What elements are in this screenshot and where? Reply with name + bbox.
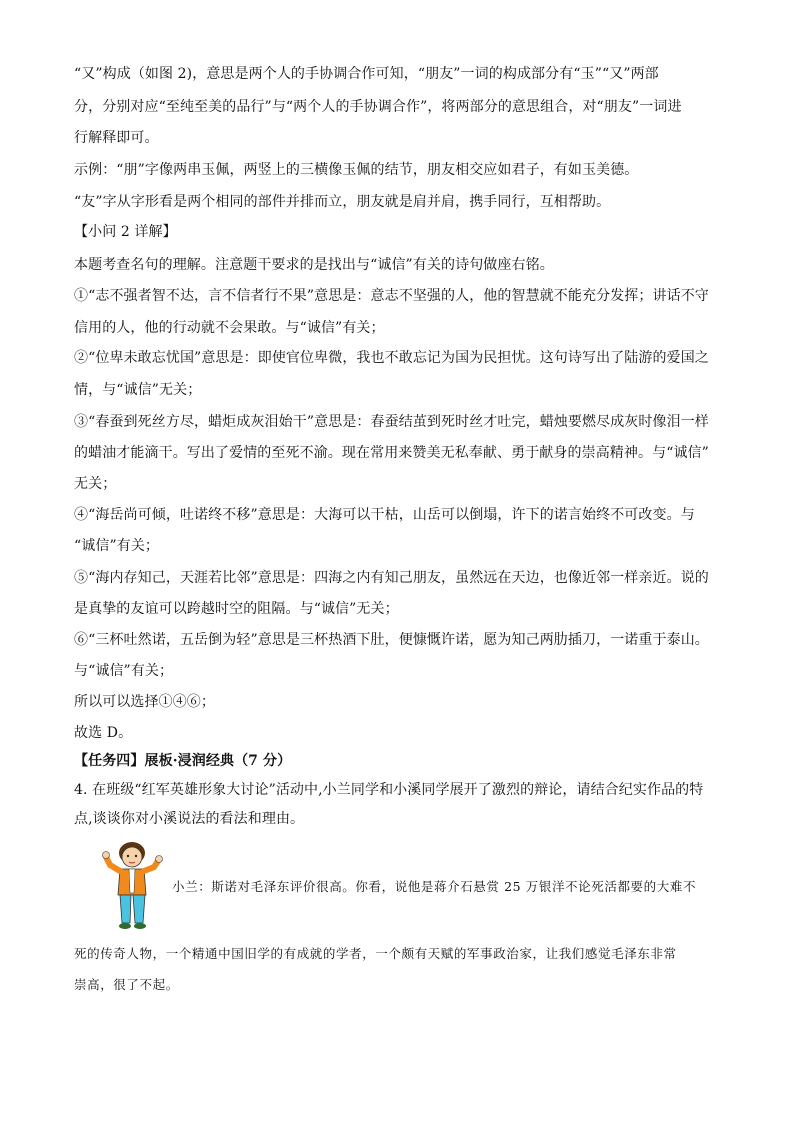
text-line: 行解释即可。: [74, 130, 159, 146]
text-line: “友”字从字形看是两个相同的部件并排而立，朋友就是肩并肩，携手同行，互相帮助。: [74, 194, 611, 210]
sub-question-heading: 【小问 2 详解】: [74, 224, 177, 240]
text-line: “诚信”有关；: [74, 538, 160, 554]
text-line: “又”构成（如图 2)，意思是两个人的手协调合作可知，“朋友”一词的构成部分有“玉”“又”两部: [74, 66, 659, 82]
text-line: ⑤“海内存知己，天涯若比邻”意思是：四海之内有知己朋友，虽然远在天边，也像近邻一样亲近。说的: [74, 570, 709, 586]
text-line: 无关；: [74, 476, 117, 492]
text-line: 情，与“诚信”无关；: [74, 382, 202, 398]
text-line: 本题考查名句的理解。注意题干要求的是找出与“诚信”有关的诗句做座右铭。: [74, 257, 554, 273]
task-heading: 【任务四】展板·浸润经典（7 分）: [74, 753, 292, 769]
text-line: ①“志不强者智不达，言不信者行不果”意思是：意志不坚强的人，他的智慧就不能充分发挥；讲话不守: [74, 288, 709, 304]
text-line: 分，分别对应“至纯至美的品行”与“两个人的手协调合作”，将两部分的意思组合，对“朋友”一词进: [74, 99, 682, 115]
text-line: ②“位卑未敢忘忧国”意思是：即使官位卑微，我也不敢忘记为国为民担忧。这句诗写出了陆游的爱国之: [74, 350, 709, 366]
text-line: 的蜡油才能滴干。写出了爱情的至死不渝。现在常用来赞美无私奉献、勇于献身的崇高精神。与“诚信”: [74, 445, 709, 461]
question-text: 4. 在班级“红军英雄形象大讨论”活动中,小兰同学和小溪同学展开了激烈的辩论，请结合纪实作品的特: [74, 782, 704, 798]
text-line: 所以可以选择①④⑥；: [74, 694, 215, 710]
student-cartoon-illustration: [100, 835, 170, 935]
text-line: ⑥“三杯吐然诺，五岳倒为轻”意思是三杯热酒下肚，便慷慨许诺，愿为知己两肋插刀，一诺重于泰山。: [74, 632, 709, 648]
text-line: ③“春蚕到死丝方尽，蜡炬成灰泪始干”意思是：春蚕结茧到死时丝才吐完，蜡烛要燃尽成灰时像泪一样: [74, 414, 709, 430]
text-line: 信用的人，他的行动就不会果敢。与“诚信”有关；: [74, 320, 385, 336]
text-line: 故选 D。: [74, 725, 133, 741]
speech-text: 小兰：斯诺对毛泽东评价很高。你看，说他是蒋介石悬赏 25 万银洋不论死活都要的大难不: [172, 879, 697, 894]
text-line: 与“诚信”有关；: [74, 663, 174, 679]
text-line: 是真挚的友谊可以跨越时空的阻隔。与“诚信”无关；: [74, 601, 399, 617]
text-line: 示例：“朋”字像两串玉佩，两竖上的三横像玉佩的结节，朋友相交应如君子，有如玉美德。: [74, 162, 639, 178]
text-line: ④“海岳尚可倾，吐诺终不移”意思是：大海可以干枯，山岳可以倒塌，许下的诺言始终不可改变。与: [74, 507, 695, 523]
speech-text: 崇高，很了不起。: [74, 977, 179, 992]
speech-text: 死的传奇人物，一个精通中国旧学的有成就的学者，一个颇有天赋的军事政治家，让我们感觉毛泽东非常: [74, 946, 677, 961]
question-text: 点,谈谈你对小溪说法的看法和理由。: [74, 811, 305, 827]
